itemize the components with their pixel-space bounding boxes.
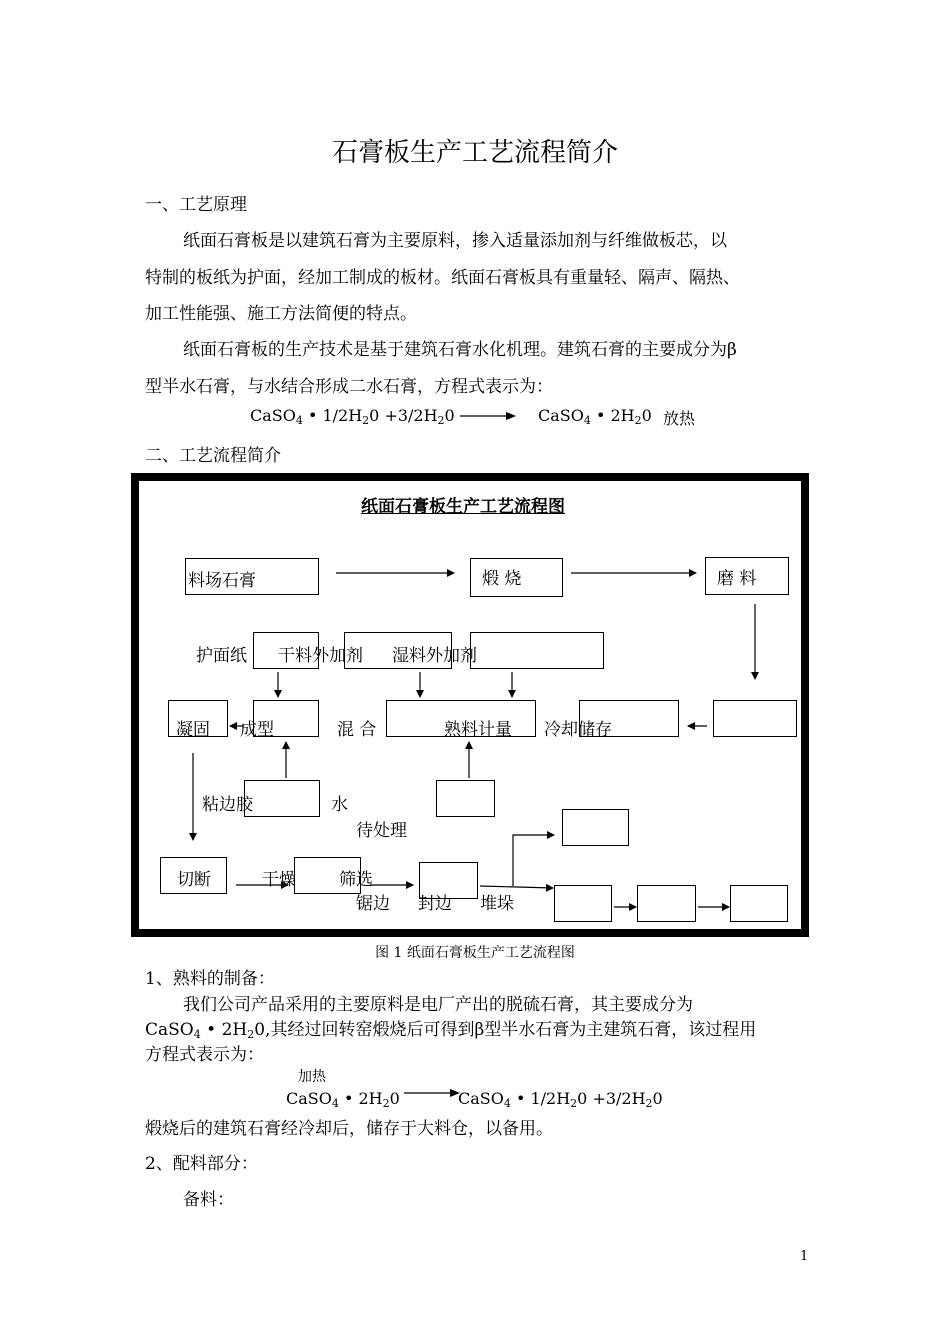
paragraph-line: 纸面石膏板是以建筑石膏为主要原料，掺入适量添加剂与纤维做板芯，以 — [183, 231, 727, 251]
flow-label-cool: 冷却储存 — [544, 720, 612, 740]
section-heading-clinker: 1、熟料的制备： — [145, 969, 275, 989]
flow-label-seal: 封边 — [418, 894, 452, 914]
flow-label-screen: 筛选 — [339, 870, 373, 890]
flow-label-stockpile: 料场石膏 — [188, 571, 256, 591]
flow-label-set: 凝固 — [176, 720, 210, 740]
flow-label-glue: 粘边胶 — [202, 795, 253, 815]
section-heading-principle: 一、工艺原理 — [145, 195, 247, 215]
flow-label-water: 水 — [331, 795, 348, 815]
flowchart-title: 纸面石膏板生产工艺流程图 — [361, 497, 565, 517]
flow-label-pending: 待处理 — [356, 821, 407, 841]
equation-hydration-left: CaSO$_4$ • $1/2H_20 +3/2H_20$ — [250, 406, 455, 427]
equation-calcine-right: CaSO$_4$ • $1/2H_20 +3/2H_20$ — [458, 1089, 663, 1110]
equation-hydration-right: CaSO$_4$ • $2H_20$ — [538, 406, 652, 427]
flow-label-stack: 堆垛 — [480, 894, 514, 914]
figure-caption: 图 1 纸面石膏板生产工艺流程图 — [375, 945, 575, 961]
equation-heat-label: 加热 — [298, 1069, 326, 1085]
page-title: 石膏板生产工艺流程简介 — [331, 138, 618, 168]
flow-label-wet-additive: 湿料外加剂 — [392, 646, 477, 666]
paragraph-line: 型半水石膏，与水结合形成二水石膏，方程式表示为： — [145, 377, 553, 397]
flow-label-calcine: 煅 烧 — [482, 569, 522, 589]
paragraph-line: 方程式表示为： — [145, 1045, 264, 1065]
equation-calcine-left: CaSO$_4$ • $2H_20$ — [286, 1089, 400, 1110]
section-heading-flow: 二、工艺流程简介 — [145, 446, 281, 466]
flow-label-form: 成型 — [240, 720, 274, 740]
paragraph-line: CaSO$_4$ • $2H_20$,其经过回转窑煅烧后可得到β型半水石膏为主建筑石膏，该过程用 — [145, 1020, 757, 1041]
paragraph-line: 纸面石膏板的生产技术是基于建筑石膏水化机理。建筑石膏的主要成分为β — [183, 340, 737, 360]
subheading-prep: 备料： — [183, 1190, 234, 1210]
page-number: 1 — [800, 1249, 809, 1264]
flow-label-mix: 混 合 — [337, 720, 377, 740]
section-heading-batching: 2、配料部分： — [145, 1154, 258, 1174]
flow-label-meter: 熟料计量 — [444, 720, 512, 740]
equation-note: 放热 — [663, 409, 696, 428]
flow-label-cut: 切断 — [177, 870, 211, 890]
paragraph-line: 我们公司产品采用的主要原料是电厂产出的脱硫石膏，其主要成分为 — [183, 995, 693, 1015]
paragraph-line: 加工性能强、施工方法简便的特点。 — [145, 304, 417, 324]
flow-label-dry: 干燥 — [262, 870, 296, 890]
flow-label-saw: 锯边 — [356, 894, 390, 914]
flow-label-paper: 护面纸 — [196, 646, 247, 666]
paragraph-line: 特制的板纸为护面，经加工制成的板材。纸面石膏板具有重量轻、隔声、隔热、 — [145, 268, 740, 288]
flow-label-dry-additive: 干料外加剂 — [278, 646, 363, 666]
paragraph-line: 煅烧后的建筑石膏经冷却后，储存于大料仓，以备用。 — [145, 1119, 553, 1139]
flow-label-grind: 磨 料 — [717, 569, 757, 589]
